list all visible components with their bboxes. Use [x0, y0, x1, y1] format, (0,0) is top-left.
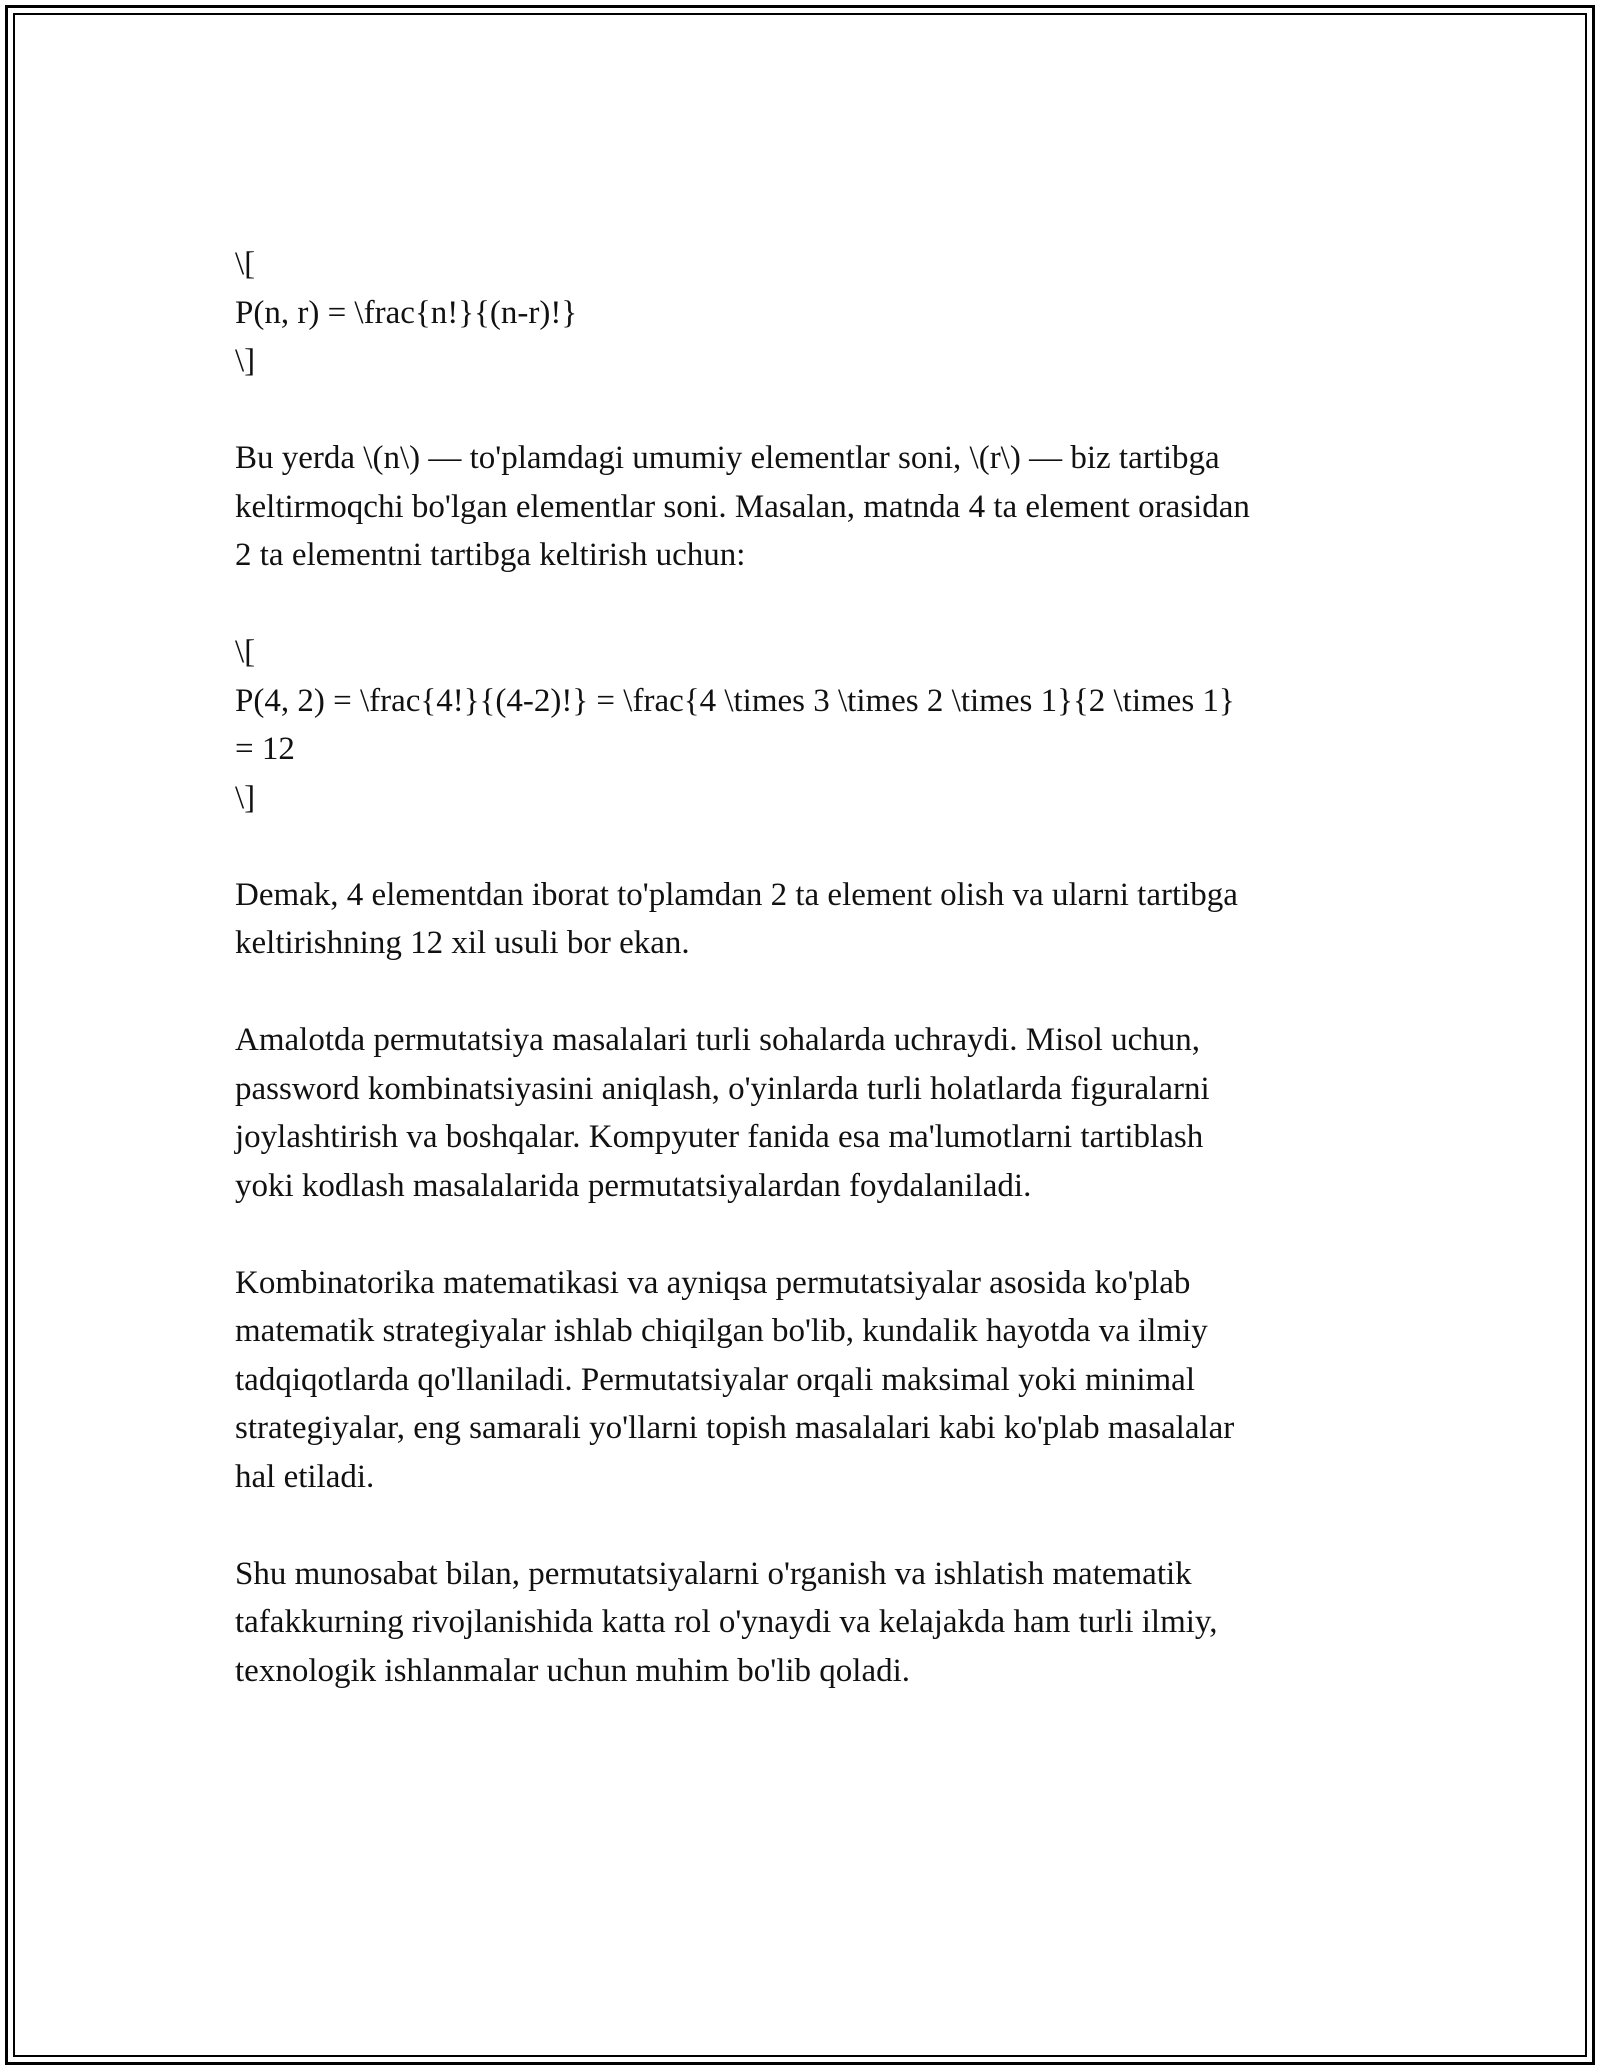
paragraph-conclusion	[235, 871, 1375, 968]
document-body	[235, 240, 1375, 1695]
text-line: matematik strategiyalar ishlab chiqilgan bo'lib, kundalik hayotda va ilmiy	[235, 1313, 1208, 1349]
formula-permutation-general	[235, 240, 1375, 386]
text-line: Bu yerda \(n\) — to'plamdagi umumiy elementlar soni, \(r\) — biz tartibga	[235, 440, 1220, 476]
text-line: Demak, 4 elementdan iborat to'plamdan 2 ta element olish va ularni tartibga	[235, 876, 1238, 913]
paragraph-strategies	[235, 1259, 1375, 1502]
text-line: tadqiqotlarda qo'llaniladi. Permutatsiyalar orqali maksimal yoki minimal	[235, 1361, 1195, 1398]
text-line: 2 ta elementni tartibga keltirish uchun:	[235, 537, 746, 573]
text-line: Kombinatorika matematikasi va ayniqsa permutatsiyalar asosida ko'plab	[235, 1264, 1191, 1301]
formula-result: = 12	[235, 731, 295, 767]
text-line: tafakkurning rivojlanishida katta rol o'ynaydi va kelajakda ham turli ilmiy,	[235, 1604, 1218, 1640]
text-line: hal etiladi.	[235, 1458, 375, 1495]
formula-expression: P(n, r) = \frac{n!}{(n-r)!}	[235, 294, 578, 331]
text-line: texnologik ishlanmalar uchun muhim bo'lib qoladi.	[235, 1652, 911, 1689]
paragraph-closing	[235, 1550, 1375, 1696]
formula-close-delimiter: \]	[235, 779, 256, 816]
text-line: Shu munosabat bilan, permutatsiyalarni o'rganish va ishlatish matematik	[235, 1555, 1192, 1592]
text-line: strategiyalar, eng samarali yo'llarni topish masalalari kabi ko'plab masalalar	[235, 1410, 1235, 1446]
formula-expression: P(4, 2) = \frac{4!}{(4-2)!} = \frac{4 \times 3 \times 2 \times 1}{2 \times 1}	[235, 682, 1235, 719]
paragraph-definition	[235, 434, 1375, 580]
text-line: password kombinatsiyasini aniqlash, o'yinlarda turli holatlarda figuralarni	[235, 1070, 1210, 1107]
formula-permutation-example	[235, 628, 1375, 822]
text-line: Amalotda permutatsiya masalalari turli sohalarda uchraydi. Misol uchun,	[235, 1022, 1200, 1058]
text-line: joylashtirish va boshqalar. Kompyuter fanida esa ma'lumotlarni tartiblash	[235, 1119, 1204, 1155]
formula-close-delimiter: \]	[235, 343, 256, 379]
text-line: keltirishning 12 xil usuli bor ekan.	[235, 925, 690, 961]
formula-open-delimiter: \[	[235, 634, 256, 670]
text-line: yoki kodlash masalalarida permutatsiyalardan foydalaniladi.	[235, 1167, 1032, 1204]
paragraph-applications	[235, 1016, 1375, 1210]
formula-open-delimiter: \[	[235, 246, 256, 282]
text-line: keltirmoqchi bo'lgan elementlar soni. Masalan, matnda 4 ta element orasidan	[235, 488, 1250, 525]
